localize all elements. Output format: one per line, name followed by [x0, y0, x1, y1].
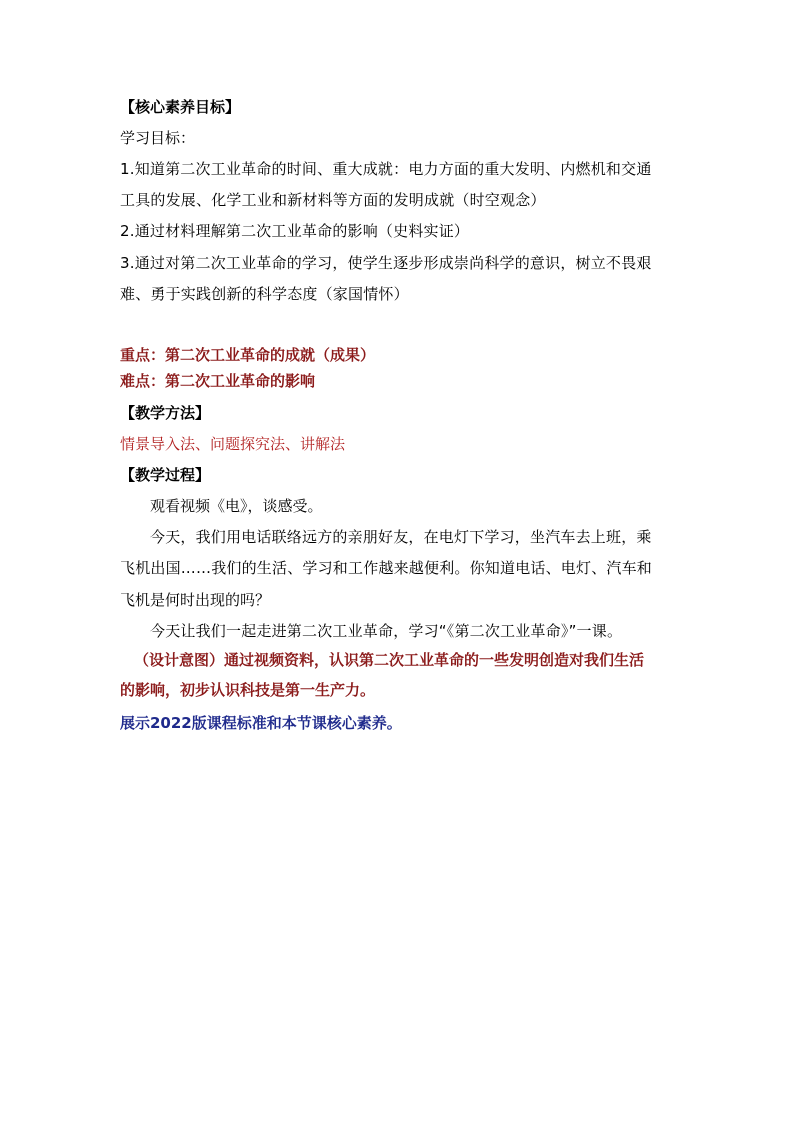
paragraph-intro-line-2: 飞机出国……我们的生活、学习和工作越来越便利。你知道电话、电灯、汽车和 — [120, 559, 653, 577]
core-goal-heading: 【核心素养目标】 — [120, 98, 241, 116]
goal-1-line-2: 工具的发展、化学工业和新材料等方面的发明成就（时空观念） — [120, 191, 546, 209]
paragraph-lesson: 今天让我们一起走进第二次工业革命，学习“《第二次工业革命》”一课。 — [150, 622, 623, 640]
goal-2: 2.通过材料理解第二次工业革命的影响（史料实证） — [120, 222, 470, 240]
method-heading: 【教学方法】 — [120, 404, 211, 422]
learning-goals-label: 学习目标： — [120, 129, 196, 147]
goal-1-line-1: 1.知道第二次工业革命的时间、重大成就：电力方面的重大发明、内燃机和交通 — [120, 160, 652, 178]
paragraph-intro-line-1: 今天，我们用电话联络远方的亲朋好友，在电灯下学习，坐汽车去上班，乘 — [150, 528, 652, 546]
goal-3-line-1: 3.通过对第二次工业革命的学习，使学生逐步形成崇尚科学的意识，树立不畏艰 — [120, 254, 652, 272]
paragraph-intro-line-3: 飞机是何时出现的吗？ — [120, 591, 271, 609]
design-intent-line-1: （设计意图）通过视频资料，认识第二次工业革命的一些发明创造对我们生活 — [134, 651, 645, 669]
teaching-methods: 情景导入法、问题探究法、讲解法 — [120, 435, 346, 453]
difficult-point: 难点：第二次工业革命的影响 — [120, 372, 316, 390]
paragraph-video: 观看视频《电》，谈感受。 — [150, 497, 323, 515]
key-point: 重点：第二次工业革命的成就（成果） — [120, 346, 376, 364]
process-heading: 【教学过程】 — [120, 466, 211, 484]
design-intent-line-2: 的影响，初步认识科技是第一生产力。 — [120, 681, 376, 699]
goal-3-line-2: 难、勇于实践创新的科学态度（家国情怀） — [120, 285, 409, 303]
show-standard: 展示2022版课程标准和本节课核心素养。 — [120, 714, 402, 732]
